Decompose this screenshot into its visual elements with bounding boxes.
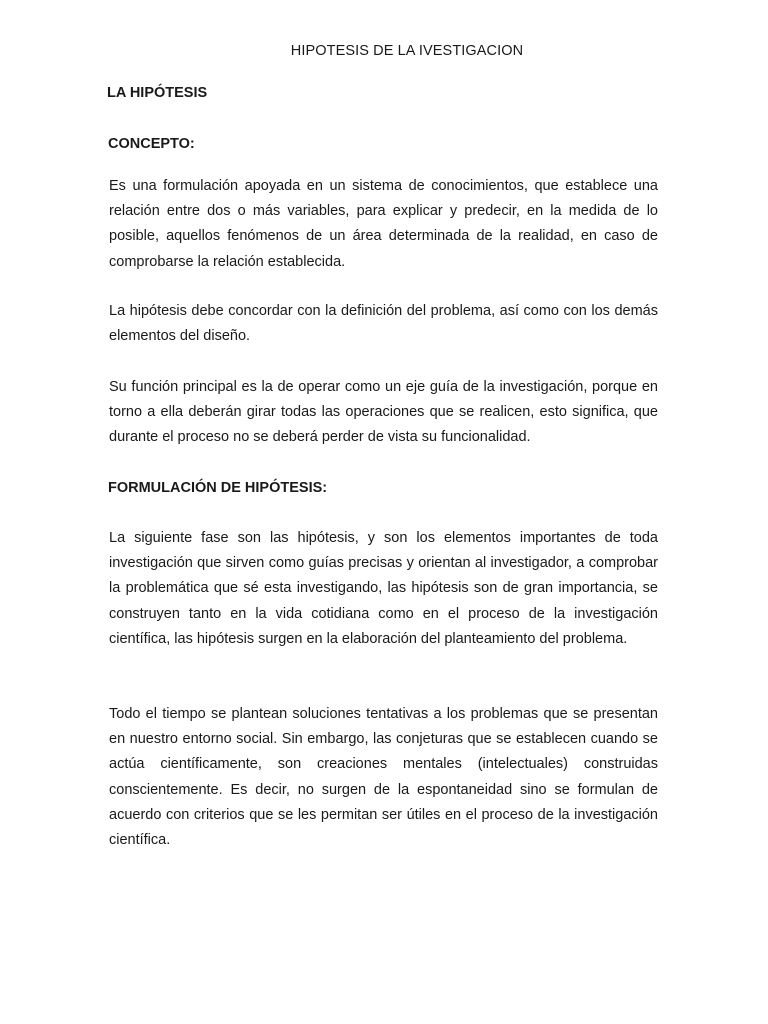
document-title: HIPOTESIS DE LA IVESTIGACION [290,43,524,59]
section-heading-hipotesis: LA HIPÓTESIS [107,85,208,101]
paragraph-concepto-funcion: Su función principal es la de operar como un eje guía de la investigación, porque en torno a ella deberán girar todas las operaciones que se realicen, esto significa, que durante el proceso no se deberá perder de vista su funcionalidad. [109,379,658,446]
paragraph-formulacion-fase: La siguiente fase son las hipótesis, y son los elementos importantes de toda investigación que sirven como guías precisas y orientan al investigador, a comprobar la problemática que sé esta investigando, las hipótesis son de gran importancia, se construyen tanto en la vida cotidiana como en el proceso de la investigación científica, las hipótesis surgen en la elaboración del planteamiento del problema. [109,530,658,647]
section-heading-formulacion: FORMULACIÓN DE HIPÓTESIS: [108,480,328,496]
paragraph-concepto-definition: Es una formulación apoyada en un sistema de conocimientos, que establece una relación entre dos o más variables, para explicar y predecir, en la medida de lo posible, aquellos fenómenos de un área determinada de la realidad, en caso de comprobarse la relación establecida. [109,178,658,270]
paragraph-formulacion-soluciones: Todo el tiempo se plantean soluciones tentativas a los problemas que se presentan en nuestro entorno social. Sin embargo, las conjeturas que se establecen cuando se actúa científicamente, son creaciones mentales (intelectuales) construidas conscientemente. Es decir, no surgen de la espontaneidad sino se formulan de acuerdo con criterios que se les permitan ser útiles en el proceso de la investigación científica. [109,706,658,849]
section-heading-concepto: CONCEPTO: [108,136,195,152]
paragraph-concepto-concordancia: La hipótesis debe concordar con la definición del problema, así como con los demás elementos del diseño. [109,303,658,345]
